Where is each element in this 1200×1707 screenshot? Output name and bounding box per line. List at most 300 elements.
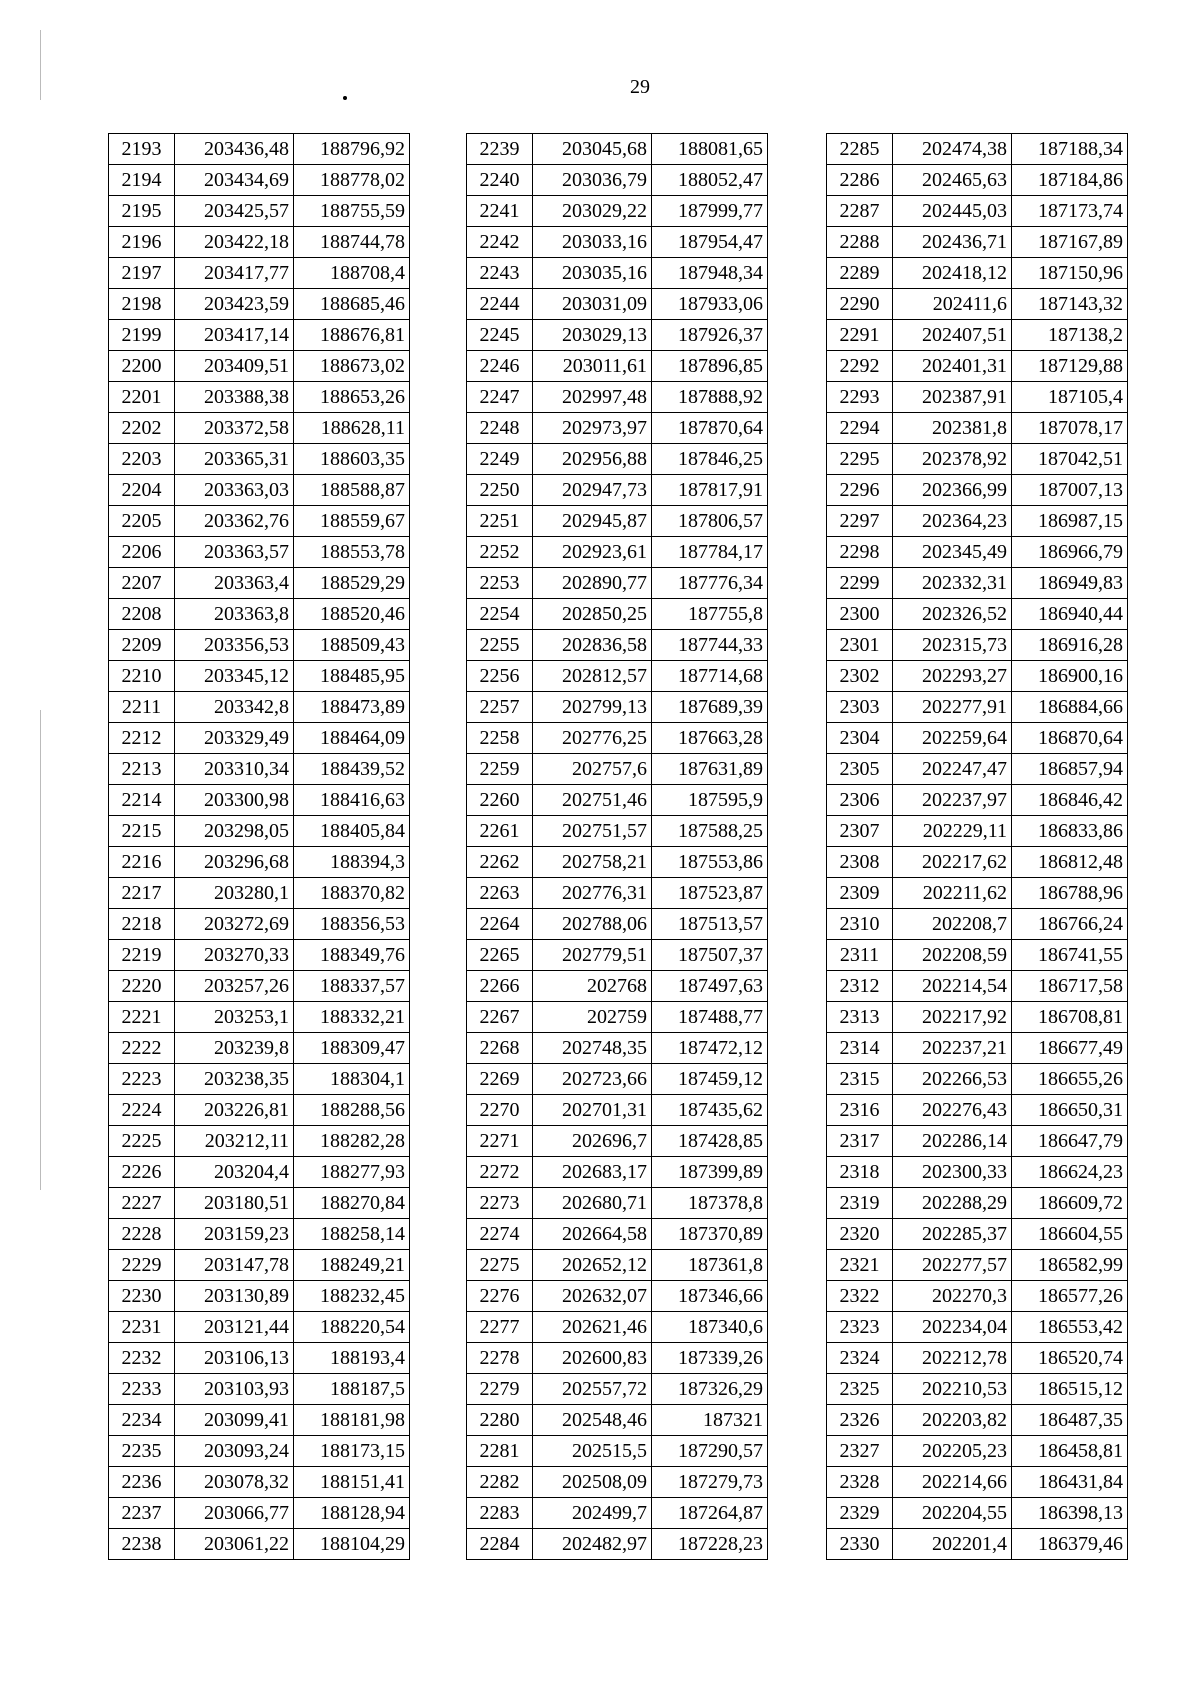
x-coordinate-cell: 202788,06 bbox=[533, 909, 652, 940]
y-coordinate-cell: 186582,99 bbox=[1012, 1250, 1128, 1281]
table-row bbox=[827, 1126, 1128, 1157]
table-row bbox=[467, 227, 768, 258]
point-number-cell: 2251 bbox=[467, 506, 533, 537]
table-row bbox=[827, 1529, 1128, 1560]
table-row bbox=[109, 1498, 410, 1529]
y-coordinate-cell: 188405,84 bbox=[294, 816, 410, 847]
point-number-cell: 2275 bbox=[467, 1250, 533, 1281]
point-number-cell: 2214 bbox=[109, 785, 175, 816]
x-coordinate-cell: 203423,59 bbox=[175, 289, 294, 320]
point-number-cell: 2296 bbox=[827, 475, 893, 506]
y-coordinate-cell: 187188,34 bbox=[1012, 134, 1128, 165]
table-row bbox=[109, 444, 410, 475]
x-coordinate-cell: 203035,16 bbox=[533, 258, 652, 289]
y-coordinate-cell: 187138,2 bbox=[1012, 320, 1128, 351]
point-number-cell: 2278 bbox=[467, 1343, 533, 1374]
x-coordinate-cell: 203280,1 bbox=[175, 878, 294, 909]
point-number-cell: 2202 bbox=[109, 413, 175, 444]
y-coordinate-cell: 187663,28 bbox=[652, 723, 768, 754]
x-coordinate-cell: 202973,97 bbox=[533, 413, 652, 444]
y-coordinate-cell: 187184,86 bbox=[1012, 165, 1128, 196]
table-row bbox=[827, 1405, 1128, 1436]
y-coordinate-cell: 188181,98 bbox=[294, 1405, 410, 1436]
x-coordinate-cell: 202407,51 bbox=[893, 320, 1012, 351]
x-coordinate-cell: 202548,46 bbox=[533, 1405, 652, 1436]
x-coordinate-cell: 202923,61 bbox=[533, 537, 652, 568]
point-number-cell: 2291 bbox=[827, 320, 893, 351]
y-coordinate-cell: 188676,81 bbox=[294, 320, 410, 351]
table-row bbox=[467, 444, 768, 475]
table-row bbox=[467, 1250, 768, 1281]
point-number-cell: 2239 bbox=[467, 134, 533, 165]
table-row bbox=[467, 1312, 768, 1343]
x-coordinate-cell: 203121,44 bbox=[175, 1312, 294, 1343]
point-number-cell: 2264 bbox=[467, 909, 533, 940]
table-row bbox=[467, 723, 768, 754]
x-coordinate-cell: 202210,53 bbox=[893, 1374, 1012, 1405]
y-coordinate-cell: 188559,67 bbox=[294, 506, 410, 537]
table-row bbox=[467, 1467, 768, 1498]
point-number-cell: 2244 bbox=[467, 289, 533, 320]
x-coordinate-cell: 203226,81 bbox=[175, 1095, 294, 1126]
table-row bbox=[467, 475, 768, 506]
y-coordinate-cell: 188370,82 bbox=[294, 878, 410, 909]
point-number-cell: 2284 bbox=[467, 1529, 533, 1560]
x-coordinate-cell: 202208,59 bbox=[893, 940, 1012, 971]
table-row bbox=[467, 971, 768, 1002]
point-number-cell: 2220 bbox=[109, 971, 175, 1002]
y-coordinate-cell: 187290,57 bbox=[652, 1436, 768, 1467]
table-row bbox=[109, 816, 410, 847]
point-number-cell: 2193 bbox=[109, 134, 175, 165]
x-coordinate-cell: 203310,34 bbox=[175, 754, 294, 785]
table-row bbox=[109, 1126, 410, 1157]
table-row bbox=[827, 1064, 1128, 1095]
table-row bbox=[467, 878, 768, 909]
x-coordinate-cell: 202482,97 bbox=[533, 1529, 652, 1560]
table-row bbox=[827, 971, 1128, 1002]
table-row bbox=[109, 1157, 410, 1188]
y-coordinate-cell: 187806,57 bbox=[652, 506, 768, 537]
y-coordinate-cell: 187755,8 bbox=[652, 599, 768, 630]
table-row bbox=[827, 909, 1128, 940]
x-coordinate-cell: 203417,77 bbox=[175, 258, 294, 289]
point-number-cell: 2207 bbox=[109, 568, 175, 599]
table-row bbox=[827, 1157, 1128, 1188]
table-row bbox=[109, 568, 410, 599]
table-row bbox=[109, 847, 410, 878]
x-coordinate-cell: 202890,77 bbox=[533, 568, 652, 599]
x-coordinate-cell: 202436,71 bbox=[893, 227, 1012, 258]
point-number-cell: 2257 bbox=[467, 692, 533, 723]
x-coordinate-cell: 203061,22 bbox=[175, 1529, 294, 1560]
y-coordinate-cell: 188173,15 bbox=[294, 1436, 410, 1467]
y-coordinate-cell: 188232,45 bbox=[294, 1281, 410, 1312]
point-number-cell: 2230 bbox=[109, 1281, 175, 1312]
table-row bbox=[109, 196, 410, 227]
table-row bbox=[109, 475, 410, 506]
y-coordinate-cell: 186708,81 bbox=[1012, 1002, 1128, 1033]
x-coordinate-cell: 203362,76 bbox=[175, 506, 294, 537]
x-coordinate-cell: 203363,4 bbox=[175, 568, 294, 599]
y-coordinate-cell: 187472,12 bbox=[652, 1033, 768, 1064]
point-number-cell: 2294 bbox=[827, 413, 893, 444]
x-coordinate-cell: 202266,53 bbox=[893, 1064, 1012, 1095]
x-coordinate-cell: 202211,62 bbox=[893, 878, 1012, 909]
point-number-cell: 2221 bbox=[109, 1002, 175, 1033]
table-row bbox=[827, 1343, 1128, 1374]
x-coordinate-cell: 203363,8 bbox=[175, 599, 294, 630]
table-row bbox=[467, 320, 768, 351]
point-number-cell: 2327 bbox=[827, 1436, 893, 1467]
y-coordinate-cell: 186987,15 bbox=[1012, 506, 1128, 537]
y-coordinate-cell: 187370,89 bbox=[652, 1219, 768, 1250]
y-coordinate-cell: 187143,32 bbox=[1012, 289, 1128, 320]
x-coordinate-cell: 203425,57 bbox=[175, 196, 294, 227]
table-row bbox=[827, 506, 1128, 537]
table-row bbox=[827, 1250, 1128, 1281]
table-row bbox=[109, 1188, 410, 1219]
y-coordinate-cell: 187173,74 bbox=[1012, 196, 1128, 227]
table-row bbox=[827, 1095, 1128, 1126]
x-coordinate-cell: 202214,54 bbox=[893, 971, 1012, 1002]
x-coordinate-cell: 202237,97 bbox=[893, 785, 1012, 816]
table-row bbox=[109, 1436, 410, 1467]
y-coordinate-cell: 188151,41 bbox=[294, 1467, 410, 1498]
point-number-cell: 2321 bbox=[827, 1250, 893, 1281]
x-coordinate-cell: 202364,23 bbox=[893, 506, 1012, 537]
table-row bbox=[467, 258, 768, 289]
y-coordinate-cell: 187513,57 bbox=[652, 909, 768, 940]
x-coordinate-cell: 203239,8 bbox=[175, 1033, 294, 1064]
x-coordinate-cell: 202696,7 bbox=[533, 1126, 652, 1157]
y-coordinate-cell: 187784,17 bbox=[652, 537, 768, 568]
y-coordinate-cell: 187428,85 bbox=[652, 1126, 768, 1157]
table-row bbox=[467, 661, 768, 692]
x-coordinate-cell: 202247,47 bbox=[893, 754, 1012, 785]
y-coordinate-cell: 186624,23 bbox=[1012, 1157, 1128, 1188]
x-coordinate-cell: 203356,53 bbox=[175, 630, 294, 661]
x-coordinate-cell: 202315,73 bbox=[893, 630, 1012, 661]
table-row bbox=[109, 1250, 410, 1281]
x-coordinate-cell: 202214,66 bbox=[893, 1467, 1012, 1498]
y-coordinate-cell: 188529,29 bbox=[294, 568, 410, 599]
x-coordinate-cell: 202776,25 bbox=[533, 723, 652, 754]
x-coordinate-cell: 202812,57 bbox=[533, 661, 652, 692]
point-number-cell: 2256 bbox=[467, 661, 533, 692]
point-number-cell: 2286 bbox=[827, 165, 893, 196]
y-coordinate-cell: 187631,89 bbox=[652, 754, 768, 785]
x-coordinate-cell: 202277,91 bbox=[893, 692, 1012, 723]
point-number-cell: 2306 bbox=[827, 785, 893, 816]
table-row bbox=[467, 1436, 768, 1467]
x-coordinate-cell: 203372,58 bbox=[175, 413, 294, 444]
x-coordinate-cell: 203238,35 bbox=[175, 1064, 294, 1095]
y-coordinate-cell: 188416,63 bbox=[294, 785, 410, 816]
x-coordinate-cell: 203066,77 bbox=[175, 1498, 294, 1529]
y-coordinate-cell: 186515,12 bbox=[1012, 1374, 1128, 1405]
point-number-cell: 2292 bbox=[827, 351, 893, 382]
point-number-cell: 2324 bbox=[827, 1343, 893, 1374]
x-coordinate-cell: 202683,17 bbox=[533, 1157, 652, 1188]
point-number-cell: 2314 bbox=[827, 1033, 893, 1064]
y-coordinate-cell: 186650,31 bbox=[1012, 1095, 1128, 1126]
y-coordinate-cell: 187346,66 bbox=[652, 1281, 768, 1312]
x-coordinate-cell: 202411,6 bbox=[893, 289, 1012, 320]
point-number-cell: 2270 bbox=[467, 1095, 533, 1126]
point-number-cell: 2218 bbox=[109, 909, 175, 940]
point-number-cell: 2234 bbox=[109, 1405, 175, 1436]
y-coordinate-cell: 187507,37 bbox=[652, 940, 768, 971]
table-row bbox=[467, 1033, 768, 1064]
y-coordinate-cell: 187228,23 bbox=[652, 1529, 768, 1560]
x-coordinate-cell: 203099,41 bbox=[175, 1405, 294, 1436]
table-row bbox=[827, 258, 1128, 289]
point-number-cell: 2201 bbox=[109, 382, 175, 413]
x-coordinate-cell: 202401,31 bbox=[893, 351, 1012, 382]
point-number-cell: 2211 bbox=[109, 692, 175, 723]
point-number-cell: 2228 bbox=[109, 1219, 175, 1250]
x-coordinate-cell: 202779,51 bbox=[533, 940, 652, 971]
y-coordinate-cell: 186884,66 bbox=[1012, 692, 1128, 723]
point-number-cell: 2197 bbox=[109, 258, 175, 289]
x-coordinate-cell: 203270,33 bbox=[175, 940, 294, 971]
point-number-cell: 2304 bbox=[827, 723, 893, 754]
table-row bbox=[109, 227, 410, 258]
y-coordinate-cell: 187870,64 bbox=[652, 413, 768, 444]
y-coordinate-cell: 188755,59 bbox=[294, 196, 410, 227]
y-coordinate-cell: 187817,91 bbox=[652, 475, 768, 506]
table-row bbox=[827, 1033, 1128, 1064]
x-coordinate-cell: 203029,22 bbox=[533, 196, 652, 227]
table-row bbox=[109, 1343, 410, 1374]
table-row bbox=[827, 1467, 1128, 1498]
y-coordinate-cell: 188439,52 bbox=[294, 754, 410, 785]
point-number-cell: 2301 bbox=[827, 630, 893, 661]
table-row bbox=[467, 196, 768, 227]
x-coordinate-cell: 202217,92 bbox=[893, 1002, 1012, 1033]
point-number-cell: 2254 bbox=[467, 599, 533, 630]
table-row bbox=[109, 599, 410, 630]
y-coordinate-cell: 187954,47 bbox=[652, 227, 768, 258]
table-row bbox=[109, 1095, 410, 1126]
y-coordinate-cell: 188485,95 bbox=[294, 661, 410, 692]
table-row bbox=[109, 1002, 410, 1033]
point-number-cell: 2216 bbox=[109, 847, 175, 878]
x-coordinate-cell: 203363,03 bbox=[175, 475, 294, 506]
x-coordinate-cell: 202326,52 bbox=[893, 599, 1012, 630]
point-number-cell: 2233 bbox=[109, 1374, 175, 1405]
point-number-cell: 2227 bbox=[109, 1188, 175, 1219]
table-row bbox=[109, 754, 410, 785]
y-coordinate-cell: 187744,33 bbox=[652, 630, 768, 661]
y-coordinate-cell: 187378,8 bbox=[652, 1188, 768, 1219]
point-number-cell: 2243 bbox=[467, 258, 533, 289]
x-coordinate-cell: 203031,09 bbox=[533, 289, 652, 320]
table-row bbox=[467, 506, 768, 537]
point-number-cell: 2213 bbox=[109, 754, 175, 785]
table-row bbox=[467, 1343, 768, 1374]
point-number-cell: 2195 bbox=[109, 196, 175, 227]
table-row bbox=[827, 1374, 1128, 1405]
y-coordinate-cell: 188081,65 bbox=[652, 134, 768, 165]
point-number-cell: 2307 bbox=[827, 816, 893, 847]
x-coordinate-cell: 202632,07 bbox=[533, 1281, 652, 1312]
y-coordinate-cell: 188309,47 bbox=[294, 1033, 410, 1064]
table-row bbox=[827, 1312, 1128, 1343]
table-row bbox=[109, 351, 410, 382]
y-coordinate-cell: 187167,89 bbox=[1012, 227, 1128, 258]
x-coordinate-cell: 203106,13 bbox=[175, 1343, 294, 1374]
table-row bbox=[467, 940, 768, 971]
point-number-cell: 2276 bbox=[467, 1281, 533, 1312]
y-coordinate-cell: 186379,46 bbox=[1012, 1529, 1128, 1560]
y-coordinate-cell: 188553,78 bbox=[294, 537, 410, 568]
point-number-cell: 2241 bbox=[467, 196, 533, 227]
y-coordinate-cell: 187264,87 bbox=[652, 1498, 768, 1529]
point-number-cell: 2194 bbox=[109, 165, 175, 196]
x-coordinate-cell: 203434,69 bbox=[175, 165, 294, 196]
coordinate-table-3 bbox=[826, 133, 1128, 1560]
x-coordinate-cell: 203365,31 bbox=[175, 444, 294, 475]
table-row bbox=[827, 816, 1128, 847]
y-coordinate-cell: 188356,53 bbox=[294, 909, 410, 940]
x-coordinate-cell: 202381,8 bbox=[893, 413, 1012, 444]
table-row bbox=[467, 289, 768, 320]
y-coordinate-cell: 186604,55 bbox=[1012, 1219, 1128, 1250]
x-coordinate-cell: 202270,3 bbox=[893, 1281, 1012, 1312]
y-coordinate-cell: 187933,06 bbox=[652, 289, 768, 320]
x-coordinate-cell: 203329,49 bbox=[175, 723, 294, 754]
x-coordinate-cell: 202201,4 bbox=[893, 1529, 1012, 1560]
x-coordinate-cell: 203159,23 bbox=[175, 1219, 294, 1250]
y-coordinate-cell: 187523,87 bbox=[652, 878, 768, 909]
table-row bbox=[109, 320, 410, 351]
y-coordinate-cell: 187326,29 bbox=[652, 1374, 768, 1405]
table-row bbox=[109, 661, 410, 692]
x-coordinate-cell: 203212,11 bbox=[175, 1126, 294, 1157]
point-number-cell: 2206 bbox=[109, 537, 175, 568]
point-number-cell: 2245 bbox=[467, 320, 533, 351]
point-number-cell: 2310 bbox=[827, 909, 893, 940]
point-number-cell: 2265 bbox=[467, 940, 533, 971]
x-coordinate-cell: 202378,92 bbox=[893, 444, 1012, 475]
table-row bbox=[109, 382, 410, 413]
y-coordinate-cell: 188193,4 bbox=[294, 1343, 410, 1374]
table-row bbox=[109, 1312, 410, 1343]
point-number-cell: 2299 bbox=[827, 568, 893, 599]
x-coordinate-cell: 203204,4 bbox=[175, 1157, 294, 1188]
point-number-cell: 2290 bbox=[827, 289, 893, 320]
point-number-cell: 2248 bbox=[467, 413, 533, 444]
point-number-cell: 2258 bbox=[467, 723, 533, 754]
y-coordinate-cell: 188394,3 bbox=[294, 847, 410, 878]
table-row bbox=[827, 1002, 1128, 1033]
table-row bbox=[467, 1405, 768, 1436]
y-coordinate-cell: 187399,89 bbox=[652, 1157, 768, 1188]
x-coordinate-cell: 203033,16 bbox=[533, 227, 652, 258]
table-row bbox=[109, 165, 410, 196]
point-number-cell: 2302 bbox=[827, 661, 893, 692]
x-coordinate-cell: 202300,33 bbox=[893, 1157, 1012, 1188]
y-coordinate-cell: 188270,84 bbox=[294, 1188, 410, 1219]
table-row bbox=[109, 1374, 410, 1405]
table-row bbox=[109, 289, 410, 320]
x-coordinate-cell: 202557,72 bbox=[533, 1374, 652, 1405]
x-coordinate-cell: 202345,49 bbox=[893, 537, 1012, 568]
y-coordinate-cell: 186857,94 bbox=[1012, 754, 1128, 785]
x-coordinate-cell: 203036,79 bbox=[533, 165, 652, 196]
table-row bbox=[109, 506, 410, 537]
y-coordinate-cell: 187896,85 bbox=[652, 351, 768, 382]
y-coordinate-cell: 186431,84 bbox=[1012, 1467, 1128, 1498]
y-coordinate-cell: 188464,09 bbox=[294, 723, 410, 754]
table-row bbox=[827, 847, 1128, 878]
point-number-cell: 2285 bbox=[827, 134, 893, 165]
table-row bbox=[109, 940, 410, 971]
point-number-cell: 2204 bbox=[109, 475, 175, 506]
x-coordinate-cell: 202366,99 bbox=[893, 475, 1012, 506]
table-row bbox=[467, 382, 768, 413]
y-coordinate-cell: 188104,29 bbox=[294, 1529, 410, 1560]
scan-margin-mark bbox=[40, 710, 41, 1190]
y-coordinate-cell: 187279,73 bbox=[652, 1467, 768, 1498]
x-coordinate-cell: 202208,7 bbox=[893, 909, 1012, 940]
table-row bbox=[467, 1126, 768, 1157]
y-coordinate-cell: 186717,58 bbox=[1012, 971, 1128, 1002]
y-coordinate-cell: 186577,26 bbox=[1012, 1281, 1128, 1312]
x-coordinate-cell: 202799,13 bbox=[533, 692, 652, 723]
point-number-cell: 2253 bbox=[467, 568, 533, 599]
y-coordinate-cell: 188744,78 bbox=[294, 227, 410, 258]
table-row bbox=[827, 351, 1128, 382]
x-coordinate-cell: 202836,58 bbox=[533, 630, 652, 661]
x-coordinate-cell: 202758,21 bbox=[533, 847, 652, 878]
y-coordinate-cell: 188128,94 bbox=[294, 1498, 410, 1529]
coordinate-table-2 bbox=[466, 133, 768, 1560]
point-number-cell: 2215 bbox=[109, 816, 175, 847]
x-coordinate-cell: 203388,38 bbox=[175, 382, 294, 413]
table-row bbox=[827, 1436, 1128, 1467]
table-row bbox=[109, 692, 410, 723]
table-row bbox=[827, 444, 1128, 475]
x-coordinate-cell: 203417,14 bbox=[175, 320, 294, 351]
point-number-cell: 2280 bbox=[467, 1405, 533, 1436]
point-number-cell: 2281 bbox=[467, 1436, 533, 1467]
point-number-cell: 2236 bbox=[109, 1467, 175, 1498]
y-coordinate-cell: 188288,56 bbox=[294, 1095, 410, 1126]
table-row bbox=[467, 692, 768, 723]
point-number-cell: 2298 bbox=[827, 537, 893, 568]
y-coordinate-cell: 186655,26 bbox=[1012, 1064, 1128, 1095]
table-row bbox=[827, 1498, 1128, 1529]
point-number-cell: 2279 bbox=[467, 1374, 533, 1405]
table-row bbox=[467, 630, 768, 661]
x-coordinate-cell: 202850,25 bbox=[533, 599, 652, 630]
point-number-cell: 2240 bbox=[467, 165, 533, 196]
y-coordinate-cell: 188337,57 bbox=[294, 971, 410, 1002]
table-row bbox=[467, 1219, 768, 1250]
y-coordinate-cell: 186609,72 bbox=[1012, 1188, 1128, 1219]
x-coordinate-cell: 203130,89 bbox=[175, 1281, 294, 1312]
x-coordinate-cell: 202947,73 bbox=[533, 475, 652, 506]
point-number-cell: 2260 bbox=[467, 785, 533, 816]
page-number: 29 bbox=[630, 76, 650, 98]
y-coordinate-cell: 187926,37 bbox=[652, 320, 768, 351]
y-coordinate-cell: 188603,35 bbox=[294, 444, 410, 475]
table-row bbox=[109, 134, 410, 165]
x-coordinate-cell: 202997,48 bbox=[533, 382, 652, 413]
